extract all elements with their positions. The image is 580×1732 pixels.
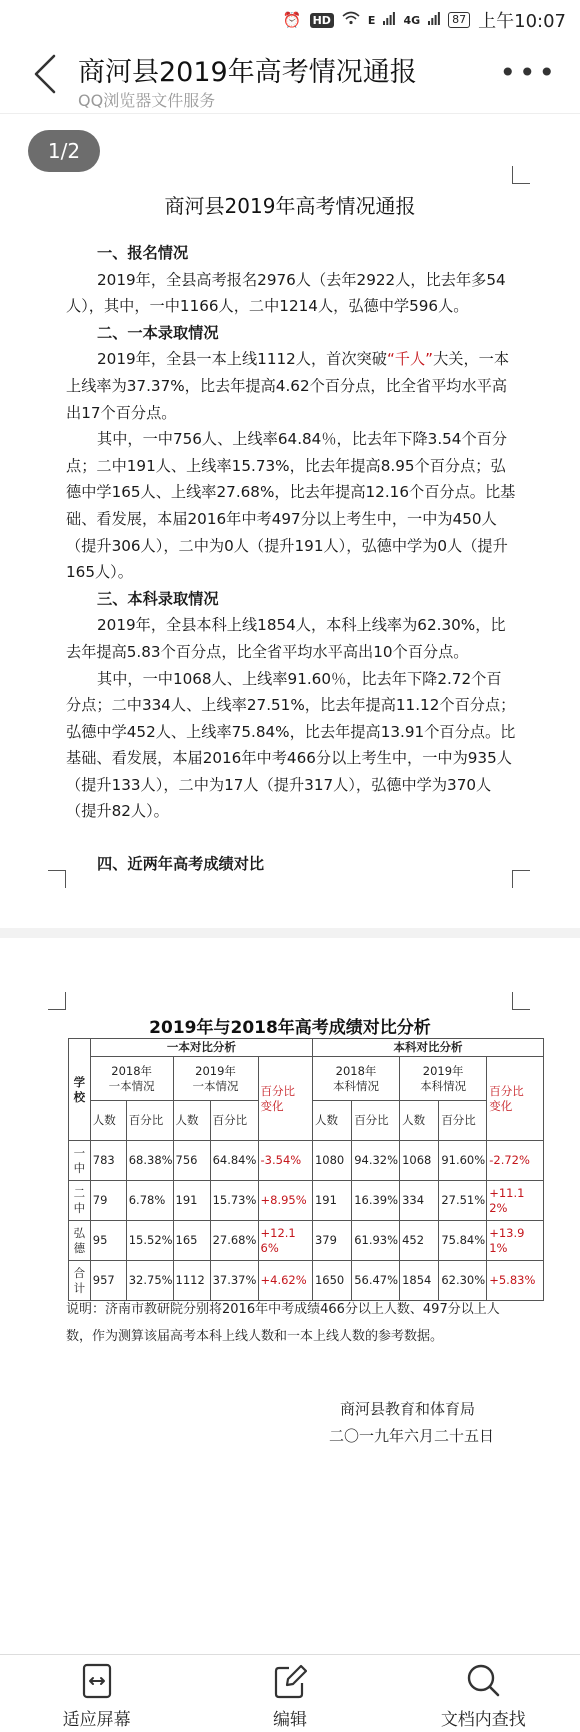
cell: 32.75%: [126, 1261, 173, 1301]
edit-icon: [273, 1663, 307, 1699]
page-indicator: 1/2: [28, 130, 100, 172]
alarm-icon: ⏰: [282, 11, 302, 29]
section-title: 三、本科录取情况: [97, 589, 219, 608]
signal-4g-label: 4G: [403, 13, 421, 27]
cell: 62.30%: [439, 1261, 487, 1301]
cell: 379: [312, 1221, 351, 1261]
col-header: 人数: [312, 1101, 351, 1141]
cell: 783: [90, 1141, 126, 1181]
edit-label: 编辑: [272, 1710, 307, 1730]
page-corner-mark: [48, 870, 66, 888]
cell: 27.51%: [439, 1181, 487, 1221]
paragraph: 其中，一中1068人、上线率91.60％，比去年下降2.72个百分点；二中334人、上线率27.51%，比去年提高11.12个百分点；弘德中学452人、上线率75.84%，比去年提高13.91个百分点。比基础、看发展，本届2016年中考466分以上考生中，一中为935人（提升133人），二中为17人（提升317人），弘德中学为370人（提升82人）。: [66, 669, 516, 821]
cell: 6.78%: [126, 1181, 173, 1221]
battery-indicator: 87: [448, 12, 470, 28]
table-note: 说明：济南市教研院分别将2016年中考成绩466分以上人数、497分以上人数，作为测算该届高考本科上线人数和一本上线人数的参考数据。: [66, 1302, 500, 1344]
find-in-document-button[interactable]: [387, 1655, 580, 1732]
cell: 15.73%: [210, 1181, 258, 1221]
group-header-first-tier: 一本对比分析: [90, 1039, 312, 1057]
col-header-school: 学校: [69, 1039, 91, 1141]
cell: 1112: [173, 1261, 210, 1301]
cell: 1650: [312, 1261, 351, 1301]
status-bar: [0, 0, 580, 40]
cell: 68.38%: [126, 1141, 173, 1181]
cell: 16.39%: [352, 1181, 400, 1221]
cell: 334: [400, 1181, 439, 1221]
cell-change: +11.1 2%: [487, 1181, 544, 1221]
hd-badge: HD: [310, 13, 334, 28]
fit-screen-label: 适应屏幕: [62, 1710, 131, 1730]
cell: 1068: [400, 1141, 439, 1181]
signal-bars-icon: [383, 11, 395, 29]
cell: 75.84%: [439, 1221, 487, 1261]
highlight-text: “千人”: [386, 350, 434, 369]
edit-button[interactable]: [193, 1655, 386, 1732]
cell-change: +5.83%: [487, 1261, 544, 1301]
more-options-button[interactable]: •••: [499, 56, 558, 89]
cell: 756: [173, 1141, 210, 1181]
cell-school: 合 计: [69, 1261, 91, 1301]
col-header: 百分比: [352, 1101, 400, 1141]
signal-bars-icon-2: [428, 11, 440, 29]
cell-school: 一 中: [69, 1141, 91, 1181]
page-subtitle: QQ浏览器文件服务: [78, 91, 216, 110]
col-header: 百分比: [210, 1101, 258, 1141]
cell-change: -2.72%: [487, 1141, 544, 1181]
paragraph: [66, 346, 516, 426]
chevron-left-icon: [30, 50, 60, 98]
fit-screen-button[interactable]: [0, 1655, 193, 1732]
find-label: 文档内查找: [440, 1710, 526, 1730]
cell-change: +4.62%: [258, 1261, 312, 1301]
table-row: [69, 1141, 544, 1181]
cell: 957: [90, 1261, 126, 1301]
cell-change: +13.9 1%: [487, 1221, 544, 1261]
cell: 452: [400, 1221, 439, 1261]
cell-school: 二 中: [69, 1181, 91, 1221]
fit-screen-icon: [81, 1663, 113, 1699]
cell-change: -3.54%: [258, 1141, 312, 1181]
col-header-change: 百分比 变化: [258, 1057, 312, 1141]
clock: 上午10:07: [478, 11, 566, 32]
page-corner-mark: [512, 992, 530, 1010]
page-corner-mark: [48, 992, 66, 1010]
cell: 95: [90, 1221, 126, 1261]
search-icon: [465, 1663, 501, 1699]
page-title: 商河县2019年高考情况通报: [78, 57, 417, 88]
paragraph: 其中，一中756人、上线率64.84％，比去年下降3.54个百分点；二中191人、上线率15.73%，比去年提高8.95个百分点；弘德中学165人、上线率27.68%，比去年提高12.16个百分点。比基础、看发展，本届2016年中考497分以上考生中，一中为450人（提升306人），二中为0人（提升191人），弘德中学为0人（提升165人）。: [66, 430, 516, 582]
cell: 61.93%: [352, 1221, 400, 1261]
page-separator: [0, 928, 580, 938]
cell: 15.52%: [126, 1221, 173, 1261]
paragraph: 2019年，全县高考报名2976人（去年2922人，比去年多54人），其中，一中1166人，二中1214人，弘德中学596人。: [66, 270, 506, 316]
signature-org: 商河县教育和体育局: [340, 1400, 476, 1418]
text-run: 大关，一本上线率为37.37%，比去年提高4.62个百分点，比全省平均水平高出17个百分点。: [66, 350, 509, 422]
cell: 37.37%: [210, 1261, 258, 1301]
signal-e-label: E: [367, 13, 376, 27]
cell: 56.47%: [352, 1261, 400, 1301]
section-title: 一、报名情况: [97, 244, 189, 262]
table-row: [69, 1221, 544, 1261]
table-header-row: [69, 1057, 544, 1101]
paragraph: 2019年，全县本科上线1854人，本科上线率为62.30%，比去年提高5.83个百分点，比全省平均水平高出10个百分点。: [66, 616, 506, 661]
table-row: [69, 1181, 544, 1221]
col-header: 2018年 本科情况: [312, 1057, 399, 1101]
bottom-toolbar: [0, 1654, 580, 1732]
title-bar: [0, 40, 580, 114]
cell: 191: [173, 1181, 210, 1221]
spacer: [66, 825, 516, 851]
cell: 191: [312, 1181, 351, 1221]
signature-date: 二〇一九年六月二十五日: [329, 1427, 495, 1445]
cell-school: 弘 德: [69, 1221, 91, 1261]
table-row: [69, 1261, 544, 1301]
col-header: 人数: [90, 1101, 126, 1141]
comparison-table: [68, 1038, 544, 1301]
cell: 91.60%: [439, 1141, 487, 1181]
col-header: 百分比: [126, 1101, 173, 1141]
text-run: 2019年，全县一本上线1112人，首次突破: [97, 350, 387, 369]
wifi-icon: [342, 11, 360, 29]
col-header: 2019年 本科情况: [400, 1057, 487, 1101]
col-header: 2018年 一本情况: [90, 1057, 173, 1101]
document-heading: 商河县2019年高考情况通报: [164, 194, 416, 218]
col-header-change: 百分比 变化: [487, 1057, 544, 1141]
col-header: 2019年 一本情况: [173, 1057, 258, 1101]
section-title: 四、近两年高考成绩对比: [97, 855, 265, 874]
col-header: 人数: [400, 1101, 439, 1141]
cell-change: +12.1 6%: [258, 1221, 312, 1261]
cell: 27.68%: [210, 1221, 258, 1261]
document-body: [66, 240, 516, 878]
cell: 94.32%: [352, 1141, 400, 1181]
cell: 165: [173, 1221, 210, 1261]
cell: 1080: [312, 1141, 351, 1181]
table-header-row: [69, 1039, 544, 1057]
group-header-undergrad: 本科对比分析: [312, 1039, 543, 1057]
cell: 64.84%: [210, 1141, 258, 1181]
cell-change: +8.95%: [258, 1181, 312, 1221]
cell: 79: [90, 1181, 126, 1221]
col-header: 人数: [173, 1101, 210, 1141]
col-header: 百分比: [439, 1101, 487, 1141]
back-button[interactable]: [30, 50, 70, 100]
section-title: 二、一本录取情况: [97, 323, 219, 342]
cell: 1854: [400, 1261, 439, 1301]
table-title: 2019年与2018年高考成绩对比分析: [149, 1018, 431, 1038]
page-corner-mark: [512, 166, 530, 184]
